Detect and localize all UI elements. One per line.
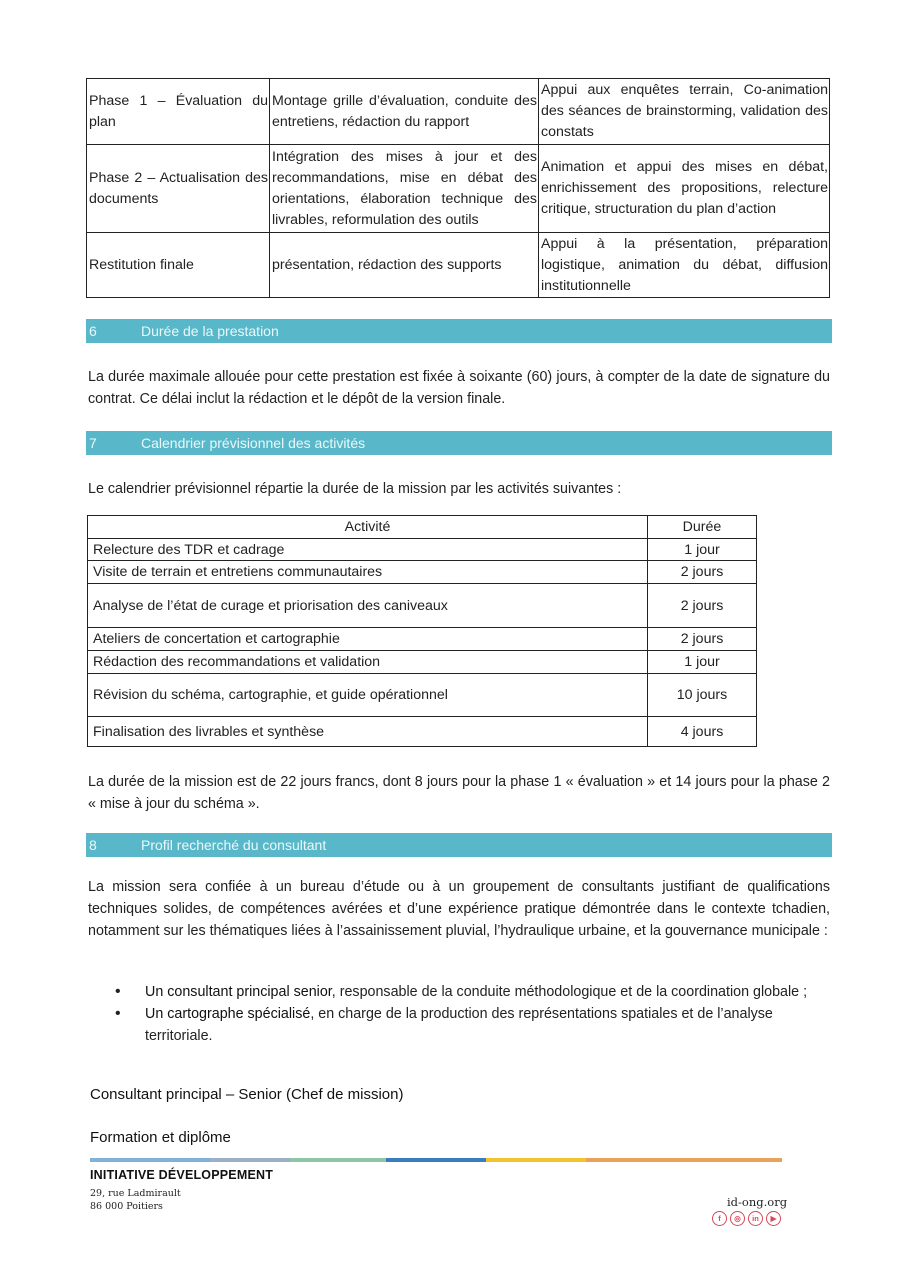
- rule-segment: [90, 1158, 210, 1162]
- consultant-tasks-cell: Montage grille d’évaluation, conduite des entretiens, rédaction du rapport: [270, 79, 539, 145]
- table-row: [88, 717, 757, 747]
- activity-table: [87, 515, 757, 747]
- table-row: [87, 145, 830, 233]
- section-title: Durée de la prestation: [141, 323, 279, 339]
- list-item-strong: Un consultant principal senior: [145, 984, 332, 1000]
- table-row: [88, 584, 757, 628]
- section-header-6: [86, 319, 832, 343]
- instagram-icon[interactable]: ◎: [730, 1211, 745, 1226]
- table-row: [88, 539, 757, 561]
- duration-paragraph: La durée maximale allouée pour cette prestation est fixée à soixante (60) jours, à compter de la date de signature du contrat. Ce délai inclut la rédaction et le dépôt de la version finale.: [88, 369, 830, 407]
- section-number: 8: [89, 837, 97, 853]
- consultant-tasks-cell: Intégration des mises à jour et des recommandations, mise en débat des orientations, élaboration technique des livrables, reformulation des outils: [270, 145, 539, 233]
- table-row: [88, 561, 757, 584]
- youtube-icon[interactable]: ▶: [766, 1211, 781, 1226]
- facebook-icon[interactable]: f: [712, 1211, 727, 1226]
- duration-cell: 1 jour: [648, 539, 757, 561]
- table-header-row: [88, 516, 757, 539]
- rule-segment: [290, 1158, 386, 1162]
- duration-cell: 2 jours: [648, 628, 757, 651]
- subheading-training: Formation et diplôme: [90, 1129, 231, 1146]
- list-item: [110, 981, 835, 1003]
- footer-address-line1: 29, rue Ladmirault: [90, 1188, 181, 1199]
- activity-cell: Révision du schéma, cartographie, et guide opérationnel: [88, 674, 648, 717]
- list-item-text: , en charge de la production des représentations spatiales et de l’analyse territoriale.: [145, 1006, 773, 1044]
- rule-segment: [210, 1158, 290, 1162]
- list-item-strong: Un cartographe spécialisé: [145, 1006, 311, 1022]
- rule-segment: [386, 1158, 486, 1162]
- table-row: [88, 651, 757, 674]
- id-tasks-cell: Animation et appui des mises en débat, enrichissement des propositions, relecture critique, structuration du plan d’action: [539, 145, 830, 233]
- activity-cell: Finalisation des livrables et synthèse: [88, 717, 648, 747]
- table-row: [87, 233, 830, 298]
- table-row: [88, 628, 757, 651]
- phase-cell: Phase 1 – Évaluation du plan: [87, 79, 270, 145]
- section-header-8: [86, 833, 832, 857]
- subheading-senior-consultant: Consultant principal – Senior (Chef de mission): [90, 1086, 404, 1103]
- duration-cell: 4 jours: [648, 717, 757, 747]
- rule-segment: [586, 1158, 782, 1162]
- rule-segment: [486, 1158, 586, 1162]
- activity-cell: Relecture des TDR et cadrage: [88, 539, 648, 561]
- section-header-7: [86, 431, 832, 455]
- activity-cell: Visite de terrain et entretiens communautaires: [88, 561, 648, 584]
- mission-duration-note: La durée de la mission est de 22 jours francs, dont 8 jours pour la phase 1 « évaluation » et 14 jours pour la phase 2 « mise à jour du schéma ».: [88, 774, 830, 812]
- column-header-duration: Durée: [648, 516, 757, 539]
- activity-cell: Rédaction des recommandations et validation: [88, 651, 648, 674]
- list-item: [110, 1003, 835, 1047]
- id-tasks-cell: Appui à la présentation, préparation logistique, animation du débat, diffusion institutionnelle: [539, 233, 830, 298]
- duration-cell: 2 jours: [648, 584, 757, 628]
- consultant-tasks-cell: présentation, rédaction des supports: [270, 233, 539, 298]
- phase-cell: Phase 2 – Actualisation des documents: [87, 145, 270, 233]
- bullet-icon: •: [115, 983, 121, 1000]
- footer-website-link[interactable]: id-ong.org: [727, 1195, 788, 1209]
- social-links: [712, 1211, 781, 1226]
- activity-cell: Analyse de l’état de curage et priorisation des caniveaux: [88, 584, 648, 628]
- duration-cell: 2 jours: [648, 561, 757, 584]
- section-number: 6: [89, 323, 97, 339]
- calendar-intro: Le calendrier prévisionnel répartie la durée de la mission par les activités suivantes :: [88, 481, 622, 497]
- section-title: Profil recherché du consultant: [141, 837, 327, 853]
- footer-org-name: INITIATIVE DÉVELOPPEMENT: [90, 1168, 274, 1182]
- section-number: 7: [89, 435, 97, 451]
- id-tasks-cell: Appui aux enquêtes terrain, Co-animation des séances de brainstorming, validation des constats: [539, 79, 830, 145]
- phase-cell: Restitution finale: [87, 233, 270, 298]
- table-row: [88, 674, 757, 717]
- list-item-text: , responsable de la conduite méthodologique et de la coordination globale ;: [331, 984, 808, 1000]
- linkedin-icon[interactable]: in: [748, 1211, 763, 1226]
- duration-cell: 1 jour: [648, 651, 757, 674]
- profile-list: [110, 981, 835, 1047]
- profile-intro: La mission sera confiée à un bureau d’étude ou à un groupement de consultants justifiant de qualifications techniques solides, de compétences avérées et d’une expérience pratique démontrée dans le contexte tchadien, notamment sur les thématiques liées à l’assainissement pluvial, l’hydraulique urbaine, et la gouvernance municipale :: [88, 879, 830, 939]
- bullet-icon: •: [115, 1005, 121, 1022]
- footer-rule: [90, 1158, 782, 1162]
- table-row: [87, 79, 830, 145]
- footer-address-line2: 86 000 Poitiers: [90, 1201, 163, 1212]
- activity-cell: Ateliers de concertation et cartographie: [88, 628, 648, 651]
- column-header-activity: Activité: [88, 516, 648, 539]
- duration-cell: 10 jours: [648, 674, 757, 717]
- phase-table: [86, 78, 830, 298]
- section-title: Calendrier prévisionnel des activités: [141, 435, 366, 451]
